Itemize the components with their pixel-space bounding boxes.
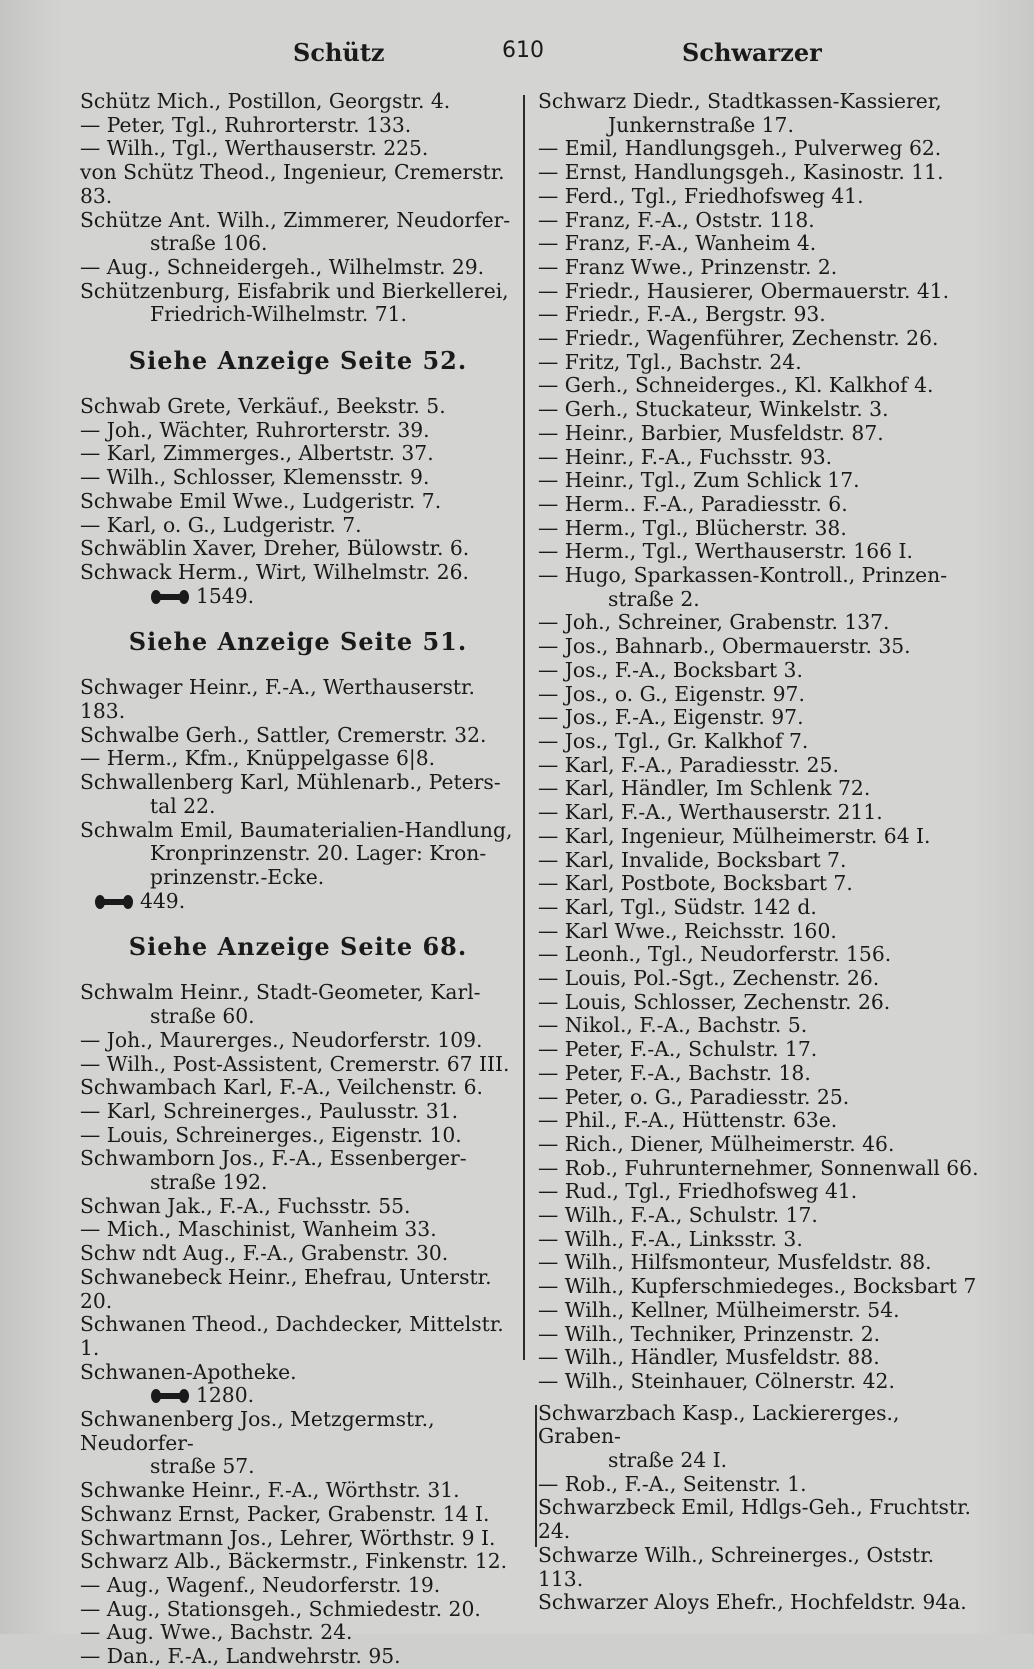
entry-line: — Heinr., Tgl., Zum Schlick 17.: [538, 468, 860, 493]
entry-line: — Jos., o. G., Eigenstr. 97.: [538, 681, 805, 706]
entry-line: — Peter, F.-A., Bachstr. 18.: [538, 1060, 811, 1085]
directory-entry: [80, 1621, 516, 1645]
entry-line: — Friedr., F.-A., Bergstr. 93.: [538, 302, 826, 327]
entry-line: — Wilh., F.-A., Linksstr. 3.: [538, 1226, 803, 1251]
directory-entry: [80, 771, 516, 818]
page-number: 610: [502, 38, 544, 63]
entry-continuation: straße 2.: [608, 586, 700, 611]
entry-line: Schwambach Karl, F.-A., Veilchenstr. 6.: [80, 1075, 483, 1100]
right-column: [538, 90, 984, 1615]
entry-line: — Karl, Schreinerges., Paulusstr. 31.: [80, 1098, 459, 1123]
phone-number: [94, 889, 185, 913]
entry-line: Schwab Grete, Verkäuf., Beekstr. 5.: [80, 394, 446, 419]
directory-entry: [538, 920, 984, 944]
entry-line: — Rich., Diener, Mülheimerstr. 46.: [538, 1131, 895, 1156]
entry-line: — Mich., Maschinist, Wanheim 33.: [80, 1217, 437, 1242]
directory-entry: [80, 819, 516, 914]
directory-entry: [538, 1496, 984, 1543]
entry-line: — Franz, F.-A., Wanheim 4.: [538, 231, 817, 256]
entry-line: Schwarze Wilh., Schreinerges., Oststr. 113.: [538, 1542, 935, 1591]
entry-line: — Wilh., Tgl., Werthauserstr. 225.: [80, 136, 429, 161]
directory-entry: [538, 611, 984, 635]
directory-entry: [538, 1014, 984, 1038]
directory-entry: [538, 256, 984, 280]
entry-line: — Rob., F.-A., Seitenstr. 1.: [538, 1471, 807, 1496]
directory-entry: [80, 1242, 516, 1266]
entry-line: — Herm., Kfm., Knüppelgasse 6|8.: [80, 746, 436, 771]
entry-continuation: straße 60.: [150, 1004, 255, 1029]
directory-entry: [80, 395, 516, 419]
directory-entry: [80, 676, 516, 723]
entry-line: — Wilh., Händler, Musfeldstr. 88.: [538, 1345, 880, 1370]
directory-entry: [80, 114, 516, 138]
directory-entry: [538, 351, 984, 375]
directory-entry: [538, 659, 984, 683]
entry-line: von Schütz Theod., Ingenieur, Cremerstr. 83.: [80, 160, 505, 208]
page-header: [0, 38, 1034, 78]
directory-entry: [80, 1503, 516, 1527]
entry-line: — Heinr., Barbier, Musfeldstr. 87.: [538, 420, 884, 445]
directory-entry: [538, 635, 984, 659]
header-left-keyword: Schütz: [293, 38, 385, 67]
directory-entry: [80, 1218, 516, 1242]
directory-entry: [538, 540, 984, 564]
entry-continuation: Friedrich-Wilhelmstr. 71.: [150, 302, 407, 327]
entry-line: Schwarzbach Kasp., Lackiererges., Graben-: [538, 1400, 900, 1449]
entry-line: — Aug., Wagenf., Neudorferstr. 19.: [80, 1572, 441, 1597]
phone-number-text: 1549.: [196, 583, 255, 608]
directory-entry: [538, 896, 984, 920]
directory-entry: [538, 1544, 984, 1591]
entry-line: — Rud., Tgl., Friedhofsweg 41.: [538, 1179, 858, 1204]
entry-line: — Aug., Schneidergeh., Wilhelmstr. 29.: [80, 254, 485, 279]
entry-line: — Herm., Tgl., Blücherstr. 38.: [538, 515, 847, 540]
entry-line: — Leonh., Tgl., Neudorferstr. 156.: [538, 942, 892, 967]
entry-line: — Karl, Postbote, Bocksbart 7.: [538, 871, 853, 896]
directory-entry: [80, 747, 516, 771]
directory-entry: [80, 1195, 516, 1219]
directory-entry: [538, 90, 984, 137]
directory-entry: [80, 1361, 516, 1408]
entry-line: — Karl Wwe., Reichsstr. 160.: [538, 918, 837, 943]
entry-continuation: tal 22.: [150, 793, 216, 818]
directory-entry: [538, 398, 984, 422]
directory-entry: [80, 1408, 516, 1479]
entry-line: — Peter, o. G., Paradiesstr. 25.: [538, 1084, 850, 1109]
entry-line: — Karl, Ingenieur, Mülheimerstr. 64 I.: [538, 823, 931, 848]
directory-entry: [538, 209, 984, 233]
directory-entry: [538, 161, 984, 185]
entry-line: Schwanen Theod., Dachdecker, Mittelstr. 1.: [80, 1312, 504, 1360]
directory-entry: [538, 303, 984, 327]
entry-line: — Franz Wwe., Prinzenstr. 2.: [538, 254, 838, 279]
entry-line: Schütze Ant. Wilh., Zimmerer, Neudorfer-: [80, 207, 511, 232]
directory-entry: [538, 517, 984, 541]
phone-number: [80, 1384, 516, 1408]
entry-line: — Karl, Zimmerges., Albertstr. 37.: [80, 441, 434, 466]
entry-line: — Jos., F.-A., Eigenstr. 97.: [538, 705, 804, 730]
directory-entry: [538, 1228, 984, 1252]
directory-entry: [538, 446, 984, 470]
directory-entry: [538, 1299, 984, 1323]
entry-continuation: straße 192.: [150, 1170, 268, 1195]
directory-entry: [538, 1086, 984, 1110]
directory-entry: [80, 1076, 516, 1100]
entry-line: Schwalm Heinr., Stadt-Geometer, Karl-: [80, 980, 481, 1005]
directory-entry: [538, 327, 984, 351]
left-column: [80, 90, 516, 1669]
entry-line: — Louis, Schlosser, Zechenstr. 26.: [538, 989, 891, 1014]
entry-line: — Louis, Pol.-Sgt., Zechenstr. 26.: [538, 966, 880, 991]
directory-entry: [538, 825, 984, 849]
entry-line: — Karl, F.-A., Paradiesstr. 25.: [538, 752, 839, 777]
entry-line: — Jos., F.-A., Bocksbart 3.: [538, 657, 803, 682]
directory-entry: [538, 1591, 984, 1615]
entry-line: Schwalbe Gerh., Sattler, Cremerstr. 32.: [80, 722, 487, 747]
directory-entry: [538, 1402, 984, 1473]
directory-entry: [538, 1038, 984, 1062]
directory-entry: [80, 161, 516, 208]
header-right-keyword: Schwarzer: [682, 38, 822, 67]
entry-line: Schwan Jak., F.-A., Fuchsstr. 55.: [80, 1193, 411, 1218]
entry-line: Schwanenberg Jos., Metzgermstr., Neudorfer-: [80, 1407, 435, 1455]
directory-entry: [80, 256, 516, 280]
entry-line: — Herm.. F.-A., Paradiesstr. 6.: [538, 491, 848, 516]
entry-line: — Louis, Schreinerges., Eigenstr. 10.: [80, 1122, 462, 1147]
entry-line: — Phil., F.-A., Hüttenstr. 63e.: [538, 1108, 838, 1133]
entry-line: — Herm., Tgl., Werthauserstr. 166 I.: [538, 539, 913, 564]
entry-line: Schwalm Emil, Baumaterialien-Handlung,: [80, 817, 513, 842]
directory-entry: [80, 137, 516, 161]
directory-entry: [538, 185, 984, 209]
directory-entry: [80, 1266, 516, 1313]
entry-line: — Jos., Tgl., Gr. Kalkhof 7.: [538, 728, 809, 753]
entry-line: — Jos., Bahnarb., Obermauerstr. 35.: [538, 634, 911, 659]
directory-entry: [538, 1275, 984, 1299]
directory-entry: [538, 1180, 984, 1204]
entry-line: — Ferd., Tgl., Friedhofsweg 41.: [538, 183, 864, 208]
advertisement-notice: Siehe Anzeige Seite 51.: [128, 627, 468, 657]
directory-entry: [80, 1479, 516, 1503]
entry-line: — Joh., Maurerges., Neudorferstr. 109.: [80, 1027, 483, 1052]
entry-line: Schwartmann Jos., Lehrer, Wörthstr. 9 I.: [80, 1525, 496, 1550]
directory-entry: [80, 1645, 516, 1669]
directory-entry: [80, 981, 516, 1028]
phone-number-text: 449.: [140, 888, 186, 913]
entry-line: — Aug., Stationsgeh., Schmiedestr. 20.: [80, 1596, 481, 1621]
directory-entry: [538, 1346, 984, 1370]
entry-continuation: straße 24 I.: [608, 1448, 728, 1473]
entry-line: — Franz, F.-A., Oststr. 118.: [538, 207, 815, 232]
directory-entry: [80, 1550, 516, 1574]
directory-entry: [538, 706, 984, 730]
entry-line: Schwanz Ernst, Packer, Grabenstr. 14 I.: [80, 1501, 490, 1526]
directory-entry: [80, 1574, 516, 1598]
directory-entry: [80, 1147, 516, 1194]
entry-line: — Friedr., Hausierer, Obermauerstr. 41.: [538, 278, 950, 303]
entry-line: — Nikol., F.-A., Bachstr. 5.: [538, 1013, 808, 1038]
directory-entry: [538, 730, 984, 754]
directory-entry: [538, 801, 984, 825]
column-divider: [523, 95, 525, 1360]
entry-continuation: prinzenstr.-Ecke.: [150, 864, 325, 889]
entry-line: — Fritz, Tgl., Bachstr. 24.: [538, 349, 802, 374]
column-divider-lower: [535, 1405, 537, 1547]
entry-line: — Wilh., Hilfsmonteur, Musfeldstr. 88.: [538, 1250, 932, 1275]
directory-entry: [80, 280, 516, 327]
directory-entry: [538, 1109, 984, 1133]
directory-entry: [538, 1204, 984, 1228]
entry-line: — Karl, Tgl., Südstr. 142 d.: [538, 894, 817, 919]
directory-entry: [538, 422, 984, 446]
entry-line: Schützenburg, Eisfabrik und Bierkellerei,: [80, 278, 509, 303]
directory-entry: [538, 967, 984, 991]
directory-entry: [538, 849, 984, 873]
entry-line: — Gerh., Schneiderges., Kl. Kalkhof 4.: [538, 373, 934, 398]
entry-line: Schwanke Heinr., F.-A., Wörthstr. 31.: [80, 1478, 460, 1503]
telephone-icon: [94, 894, 134, 910]
entry-line: Schwanen-Apotheke.: [80, 1359, 297, 1384]
entry-line: Schwanebeck Heinr., Ehefrau, Unterstr. 20.: [80, 1264, 492, 1313]
entry-line: Schwager Heinr., F.-A., Werthauserstr. 183.: [80, 675, 475, 724]
directory-entry: [80, 1124, 516, 1148]
entry-line: — Hugo, Sparkassen-Kontroll., Prinzen-: [538, 563, 948, 588]
entry-line: — Joh., Wächter, Ruhrorterstr. 39.: [80, 417, 430, 442]
directory-entry: [538, 1133, 984, 1157]
directory-entry: [538, 1370, 984, 1394]
entry-line: — Aug. Wwe., Bachstr. 24.: [80, 1620, 353, 1645]
directory-entry: [538, 232, 984, 256]
directory-entry: [80, 442, 516, 466]
entry-continuation: Junkernstraße 17.: [608, 112, 794, 137]
directory-entry: [80, 466, 516, 490]
advertisement-notice: Siehe Anzeige Seite 52.: [128, 346, 468, 376]
directory-entry: [538, 564, 984, 611]
directory-entry: [538, 493, 984, 517]
entry-line: Schwack Herm., Wirt, Wilhelmstr. 26.: [80, 559, 469, 584]
entry-line: Schütz Mich., Postillon, Georgstr. 4.: [80, 89, 451, 113]
entry-line: Schwarzbeck Emil, Hdlgs-Geh., Fruchtstr. 24.: [538, 1495, 972, 1544]
entry-line: — Wilh., Steinhauer, Cölnerstr. 42.: [538, 1368, 895, 1393]
entry-line: Schwarzer Aloys Ehefr., Hochfeldstr. 94a.: [538, 1590, 967, 1615]
directory-entry: [80, 537, 516, 561]
directory-entry: [538, 754, 984, 778]
entry-line: — Wilh., F.-A., Schulstr. 17.: [538, 1203, 818, 1228]
directory-entry: [538, 1323, 984, 1347]
directory-entry: [538, 137, 984, 161]
entry-line: — Ernst, Handlungsgeh., Kasinostr. 11.: [538, 160, 944, 185]
entry-line: Schwarz Diedr., Stadtkassen-Kassierer,: [538, 89, 942, 113]
entry-line: — Emil, Handlungsgeh., Pulverweg 62.: [538, 136, 942, 161]
entry-line: Schwäblin Xaver, Dreher, Bülowstr. 6.: [80, 536, 470, 561]
directory-entry: [80, 490, 516, 514]
phone-number: [80, 585, 516, 609]
entry-line: — Karl, o. G., Ludgeristr. 7.: [80, 512, 362, 537]
entry-line: — Joh., Schreiner, Grabenstr. 137.: [538, 610, 890, 635]
telephone-icon: [150, 589, 190, 605]
entry-line: — Peter, Tgl., Ruhrorterstr. 133.: [80, 112, 412, 137]
directory-entry: [80, 514, 516, 538]
directory-entry: [538, 469, 984, 493]
directory-entry: [538, 1157, 984, 1181]
entry-line: — Wilh., Kupferschmiedeges., Bocksbart 7: [538, 1274, 977, 1299]
directory-entry: [80, 1029, 516, 1053]
directory-entry: [538, 374, 984, 398]
entry-line: Schwarz Alb., Bäckermstr., Finkenstr. 12.: [80, 1549, 508, 1574]
directory-entry: [538, 683, 984, 707]
directory-entry: [80, 90, 516, 114]
entry-line: Schw ndt Aug., F.-A., Grabenstr. 30.: [80, 1241, 449, 1266]
telephone-icon: [150, 1388, 190, 1404]
advertisement-notice: Siehe Anzeige Seite 68.: [128, 932, 468, 962]
directory-entry: [80, 561, 516, 608]
entry-line: — Karl, Invalide, Bocksbart 7.: [538, 847, 847, 872]
entry-line: Schwallenberg Karl, Mühlenarb., Peters-: [80, 770, 501, 795]
entry-line: — Rob., Fuhrunternehmer, Sonnenwall 66.: [538, 1155, 979, 1180]
entry-line: — Friedr., Wagenführer, Zechenstr. 26.: [538, 326, 939, 351]
entry-continuation: straße 106.: [150, 231, 268, 256]
directory-entry: [80, 1100, 516, 1124]
directory-entry: [538, 991, 984, 1015]
directory-entry: [80, 1053, 516, 1077]
directory-entry: [538, 1473, 984, 1497]
entry-line: Schwamborn Jos., F.-A., Essenberger-: [80, 1146, 467, 1171]
entry-continuation: Kronprinzenstr. 20. Lager: Kron-: [150, 841, 487, 866]
directory-entry: [538, 872, 984, 896]
directory-entry: [80, 1527, 516, 1551]
entry-line: — Karl, F.-A., Werthauserstr. 211.: [538, 800, 883, 825]
directory-entry: [538, 1251, 984, 1275]
entry-line: — Wilh., Kellner, Mülheimerstr. 54.: [538, 1297, 900, 1322]
entry-line: — Heinr., F.-A., Fuchsstr. 93.: [538, 444, 833, 469]
directory-entry: [538, 943, 984, 967]
entry-line: — Wilh., Post-Assistent, Cremerstr. 67 III.: [80, 1051, 510, 1076]
entry-line: — Gerh., Stuckateur, Winkelstr. 3.: [538, 397, 889, 422]
entry-line: — Dan., F.-A., Landwehrstr. 95.: [80, 1644, 401, 1669]
directory-entry: [80, 209, 516, 256]
directory-entry: [538, 777, 984, 801]
phone-number-text: 1280.: [196, 1383, 255, 1408]
entry-line: Schwabe Emil Wwe., Ludgeristr. 7.: [80, 488, 442, 513]
entry-line: — Wilh., Techniker, Prinzenstr. 2.: [538, 1321, 881, 1346]
directory-entry: [538, 280, 984, 304]
entry-line: — Peter, F.-A., Schulstr. 17.: [538, 1037, 818, 1062]
directory-entry: [80, 1313, 516, 1360]
directory-entry: [80, 724, 516, 748]
directory-entry: [80, 419, 516, 443]
directory-entry: [538, 1062, 984, 1086]
directory-entry: [80, 1598, 516, 1622]
entry-line: — Wilh., Schlosser, Klemensstr. 9.: [80, 465, 430, 490]
entry-line: — Karl, Händler, Im Schlenk 72.: [538, 776, 871, 801]
entry-continuation: straße 57.: [150, 1454, 255, 1479]
